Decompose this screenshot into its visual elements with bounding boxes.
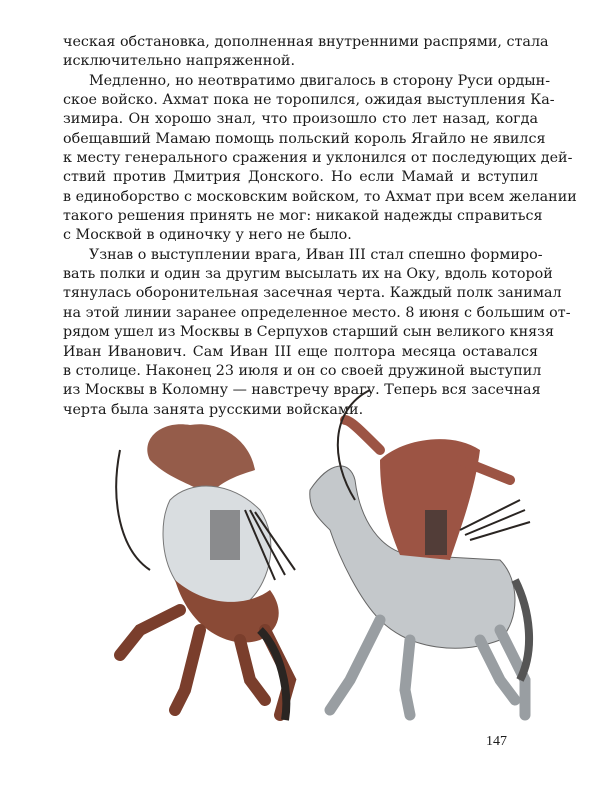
- page-number: 147: [486, 734, 507, 749]
- text-line: с Москвой в одиночку у него не было.: [63, 227, 352, 244]
- text-line: вать полки и один за другим высылать их на Оку, вдоль которой: [63, 266, 553, 283]
- text-line: обещавший Мамаю помощь польский король Ягайло не явился: [63, 130, 546, 147]
- text-line: такого решения принять не мог: никакой надежды справиться: [63, 208, 543, 225]
- text-line: в столице. Наконец 23 июля и он со своей дружиной выступил: [63, 362, 542, 379]
- text-line: Иван Иванович. Сам Иван III еще полтора месяца оставался: [63, 343, 538, 360]
- text-line: исключительно напряженной.: [63, 53, 296, 70]
- text-line: Узнав о выступлении врага, Иван III стал спешно формиро-: [89, 246, 543, 263]
- text-line: на этой линии заранее определенное место. 8 июня с большим от-: [63, 304, 571, 321]
- right-horseman: [310, 390, 530, 715]
- text-line: к месту генерального сражения и уклонился от последующих дей-: [63, 150, 573, 167]
- left-horseman: [116, 424, 295, 720]
- text-line: Медленно, но неотвратимо двигалось в сторону Руси ордын-: [89, 72, 551, 89]
- text-line: рядом ушел из Москвы в Серпухов старший сын великого князя: [63, 324, 554, 341]
- text-line: зимира. Он хорошо знал, что произошло сто лет назад, когда: [63, 111, 538, 128]
- text-line: черта была занята русскими войсками.: [63, 401, 364, 418]
- body-text: [63, 33, 577, 420]
- text-line: ствий против Дмитрия Донского. Но если Мамай и вступил: [63, 169, 538, 186]
- text-line: из Москвы в Коломну — навстречу врагу. Теперь вся засечная: [63, 382, 541, 399]
- text-line: ское войско. Ахмат пока не торопился, ожидая выступления Ка-: [63, 92, 555, 109]
- illustration-two-horse-archers: [80, 380, 550, 730]
- text-line: тянулась оборонительная засечная черта. Каждый полк занимал: [63, 285, 562, 302]
- text-line: ческая обстановка, дополненная внутренними распрями, стала: [63, 34, 549, 50]
- text-line: в единоборство с московским войском, то Ахмат при всем желании: [63, 188, 577, 205]
